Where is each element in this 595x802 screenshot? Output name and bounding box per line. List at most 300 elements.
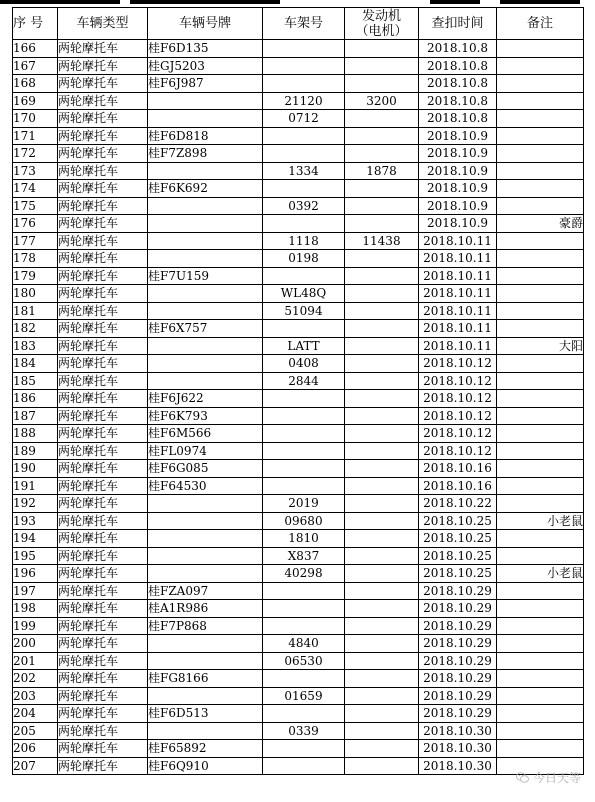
table-row [13, 110, 584, 128]
cell-remark: 小老鼠 [497, 565, 584, 583]
cell-frame: 1118 [263, 232, 345, 250]
cell-frame: 2019 [263, 495, 345, 513]
cell-remark [497, 600, 584, 618]
cell-seq: 174 [13, 180, 58, 198]
cell-frame: 51094 [263, 302, 345, 320]
cell-remark [497, 687, 584, 705]
cell-engine [345, 687, 419, 705]
cell-frame [263, 442, 345, 460]
cell-frame [263, 582, 345, 600]
cell-seq: 193 [13, 512, 58, 530]
cell-engine [345, 145, 419, 163]
cell-type: 两轮摩托车 [58, 250, 148, 268]
header-engine-line1: 发动机 [361, 8, 401, 24]
cell-type: 两轮摩托车 [58, 407, 148, 425]
cell-type: 两轮摩托车 [58, 512, 148, 530]
table-row [13, 75, 584, 93]
table-row [13, 407, 584, 425]
cell-type: 两轮摩托车 [58, 477, 148, 495]
cell-date: 2018.10.22 [419, 495, 497, 513]
cell-engine [345, 600, 419, 618]
cell-seq: 205 [13, 722, 58, 740]
cell-type: 两轮摩托车 [58, 337, 148, 355]
cell-frame [263, 617, 345, 635]
cell-type: 两轮摩托车 [58, 355, 148, 373]
cell-type: 两轮摩托车 [58, 670, 148, 688]
cell-remark [497, 670, 584, 688]
cell-engine [345, 547, 419, 565]
cell-remark [497, 110, 584, 128]
cell-date: 2018.10.11 [419, 337, 497, 355]
cell-date: 2018.10.11 [419, 267, 497, 285]
cell-seq: 187 [13, 407, 58, 425]
cell-type: 两轮摩托车 [58, 635, 148, 653]
cell-engine [345, 57, 419, 75]
cell-frame [263, 390, 345, 408]
cell-engine [345, 250, 419, 268]
cell-frame: WL48Q [263, 285, 345, 303]
cell-remark [497, 460, 584, 478]
cell-engine [345, 460, 419, 478]
cell-plate: 桂F6K793 [148, 407, 263, 425]
cell-engine: 3200 [345, 92, 419, 110]
table-header-row [13, 8, 584, 40]
cell-date: 2018.10.29 [419, 582, 497, 600]
cell-type: 两轮摩托车 [58, 495, 148, 513]
cell-frame [263, 670, 345, 688]
cell-frame: 0339 [263, 722, 345, 740]
table-row [13, 740, 584, 758]
cell-frame [263, 460, 345, 478]
table-row [13, 547, 584, 565]
header-seq: 序 号 [13, 8, 58, 40]
cell-date: 2018.10.11 [419, 250, 497, 268]
cell-type: 两轮摩托车 [58, 110, 148, 128]
wechat-icon [516, 772, 529, 783]
cell-engine [345, 582, 419, 600]
cell-frame [263, 145, 345, 163]
cell-date: 2018.10.12 [419, 390, 497, 408]
header-date: 查扣时间 [419, 8, 497, 40]
cell-type: 两轮摩托车 [58, 757, 148, 775]
cell-date: 2018.10.29 [419, 617, 497, 635]
table-row [13, 215, 584, 233]
cell-frame [263, 705, 345, 723]
cell-plate [148, 495, 263, 513]
table-row [13, 372, 584, 390]
cell-frame: 4840 [263, 635, 345, 653]
cell-remark [497, 127, 584, 145]
cell-engine [345, 40, 419, 58]
cell-frame: 40298 [263, 565, 345, 583]
watermark [516, 769, 581, 786]
cell-remark [497, 425, 584, 443]
cell-date: 2018.10.12 [419, 355, 497, 373]
cell-frame [263, 600, 345, 618]
cell-plate [148, 285, 263, 303]
cell-seq: 188 [13, 425, 58, 443]
cell-plate: 桂A1R986 [148, 600, 263, 618]
cell-date: 2018.10.16 [419, 477, 497, 495]
table-row [13, 302, 584, 320]
cell-frame: 1810 [263, 530, 345, 548]
cell-seq: 195 [13, 547, 58, 565]
cell-frame: 09680 [263, 512, 345, 530]
cell-remark [497, 390, 584, 408]
table-row [13, 460, 584, 478]
table-row [13, 600, 584, 618]
table-row [13, 40, 584, 58]
cell-frame [263, 320, 345, 338]
cell-seq: 192 [13, 495, 58, 513]
header-engine-line2: （电机） [355, 23, 408, 39]
cell-engine [345, 215, 419, 233]
cell-seq: 170 [13, 110, 58, 128]
cell-remark [497, 652, 584, 670]
cell-seq: 194 [13, 530, 58, 548]
cell-type: 两轮摩托车 [58, 320, 148, 338]
cell-remark [497, 477, 584, 495]
cell-plate [148, 512, 263, 530]
cell-engine [345, 110, 419, 128]
cell-frame [263, 215, 345, 233]
cell-engine [345, 670, 419, 688]
cell-seq: 182 [13, 320, 58, 338]
cell-seq: 175 [13, 197, 58, 215]
cell-frame: 21120 [263, 92, 345, 110]
cell-engine [345, 372, 419, 390]
cell-type: 两轮摩托车 [58, 617, 148, 635]
cell-engine [345, 197, 419, 215]
cell-type: 两轮摩托车 [58, 180, 148, 198]
cell-frame: 1334 [263, 162, 345, 180]
table-row [13, 162, 584, 180]
cell-engine [345, 285, 419, 303]
cell-date: 2018.10.25 [419, 530, 497, 548]
cell-date: 2018.10.29 [419, 600, 497, 618]
cell-seq: 207 [13, 757, 58, 775]
cell-seq: 199 [13, 617, 58, 635]
table-row [13, 635, 584, 653]
cell-date: 2018.10.25 [419, 565, 497, 583]
cell-type: 两轮摩托车 [58, 197, 148, 215]
cell-remark [497, 232, 584, 250]
cell-remark [497, 495, 584, 513]
cell-plate: 桂F6D818 [148, 127, 263, 145]
cell-type: 两轮摩托车 [58, 75, 148, 93]
cell-remark [497, 407, 584, 425]
cell-plate [148, 722, 263, 740]
cell-type: 两轮摩托车 [58, 530, 148, 548]
table-row [13, 355, 584, 373]
cell-seq: 200 [13, 635, 58, 653]
cell-remark [497, 442, 584, 460]
cell-date: 2018.10.11 [419, 320, 497, 338]
cell-seq: 206 [13, 740, 58, 758]
cell-date: 2018.10.29 [419, 705, 497, 723]
cell-date: 2018.10.9 [419, 180, 497, 198]
cell-date: 2018.10.8 [419, 75, 497, 93]
cell-type: 两轮摩托车 [58, 232, 148, 250]
cell-seq: 178 [13, 250, 58, 268]
cell-plate: 桂F7P868 [148, 617, 263, 635]
cell-remark [497, 40, 584, 58]
cell-type: 两轮摩托车 [58, 547, 148, 565]
cell-plate: 桂F6X757 [148, 320, 263, 338]
cell-seq: 183 [13, 337, 58, 355]
cell-date: 2018.10.9 [419, 162, 497, 180]
cell-seq: 177 [13, 232, 58, 250]
cell-engine [345, 477, 419, 495]
cell-remark [497, 355, 584, 373]
cell-date: 2018.10.16 [419, 460, 497, 478]
cell-engine [345, 495, 419, 513]
cell-plate [148, 687, 263, 705]
table-row [13, 425, 584, 443]
table-row [13, 285, 584, 303]
cell-engine [345, 565, 419, 583]
cell-remark [497, 582, 584, 600]
cell-engine [345, 127, 419, 145]
cell-plate: 桂GJ5203 [148, 57, 263, 75]
cell-frame [263, 407, 345, 425]
cell-plate [148, 547, 263, 565]
cell-remark [497, 197, 584, 215]
cell-seq: 176 [13, 215, 58, 233]
header-plate: 车辆号牌 [148, 8, 263, 40]
cell-date: 2018.10.30 [419, 740, 497, 758]
cell-remark [497, 92, 584, 110]
cell-plate: 桂F7Z898 [148, 145, 263, 163]
cell-type: 两轮摩托车 [58, 215, 148, 233]
cell-engine [345, 652, 419, 670]
cell-engine [345, 407, 419, 425]
cell-frame [263, 57, 345, 75]
table-row [13, 267, 584, 285]
cell-seq: 172 [13, 145, 58, 163]
header-remark: 备注 [497, 8, 584, 40]
cell-date: 2018.10.12 [419, 407, 497, 425]
cell-type: 两轮摩托车 [58, 740, 148, 758]
cell-date: 2018.10.9 [419, 145, 497, 163]
table-row [13, 495, 584, 513]
cell-type: 两轮摩托车 [58, 57, 148, 75]
cell-frame [263, 740, 345, 758]
cell-plate: 桂F6K692 [148, 180, 263, 198]
cell-plate: 桂F64530 [148, 477, 263, 495]
watermark-text: 今日天等 [532, 771, 581, 785]
table-row [13, 722, 584, 740]
cell-engine [345, 635, 419, 653]
cell-date: 2018.10.9 [419, 215, 497, 233]
cell-type: 两轮摩托车 [58, 127, 148, 145]
cell-engine [345, 442, 419, 460]
table-row [13, 232, 584, 250]
cell-seq: 181 [13, 302, 58, 320]
table-row [13, 197, 584, 215]
cell-seq: 166 [13, 40, 58, 58]
cell-plate: 桂F6D513 [148, 705, 263, 723]
table-row [13, 705, 584, 723]
cell-remark [497, 722, 584, 740]
cell-frame [263, 267, 345, 285]
cell-plate: 桂F6M566 [148, 425, 263, 443]
cell-remark [497, 740, 584, 758]
cell-plate [148, 302, 263, 320]
cell-type: 两轮摩托车 [58, 285, 148, 303]
header-engine [345, 8, 419, 40]
cell-engine [345, 180, 419, 198]
table-row [13, 442, 584, 460]
cell-seq: 186 [13, 390, 58, 408]
cell-date: 2018.10.25 [419, 512, 497, 530]
cell-engine [345, 390, 419, 408]
cell-plate [148, 337, 263, 355]
cell-seq: 189 [13, 442, 58, 460]
cell-type: 两轮摩托车 [58, 302, 148, 320]
cell-plate [148, 652, 263, 670]
cell-plate: 桂FG8166 [148, 670, 263, 688]
cell-date: 2018.10.11 [419, 285, 497, 303]
cell-remark: 小老鼠 [497, 512, 584, 530]
cell-seq: 171 [13, 127, 58, 145]
cell-type: 两轮摩托车 [58, 460, 148, 478]
cell-frame [263, 75, 345, 93]
table-row [13, 320, 584, 338]
cell-plate [148, 232, 263, 250]
cell-type: 两轮摩托车 [58, 600, 148, 618]
cell-seq: 190 [13, 460, 58, 478]
cropped-title-strip [0, 0, 595, 7]
cell-engine: 11438 [345, 232, 419, 250]
table-row [13, 92, 584, 110]
table-row [13, 57, 584, 75]
cell-date: 2018.10.9 [419, 197, 497, 215]
cell-plate [148, 530, 263, 548]
cell-type: 两轮摩托车 [58, 425, 148, 443]
cell-frame: LATT [263, 337, 345, 355]
cell-date: 2018.10.8 [419, 92, 497, 110]
cell-date: 2018.10.12 [419, 372, 497, 390]
cell-seq: 169 [13, 92, 58, 110]
cell-engine [345, 425, 419, 443]
cell-seq: 198 [13, 600, 58, 618]
cell-type: 两轮摩托车 [58, 582, 148, 600]
table-row [13, 477, 584, 495]
cell-seq: 196 [13, 565, 58, 583]
header-frame: 车架号 [263, 8, 345, 40]
cell-plate [148, 250, 263, 268]
cell-seq: 203 [13, 687, 58, 705]
cell-seq: 173 [13, 162, 58, 180]
cell-frame: 06530 [263, 652, 345, 670]
cell-engine [345, 512, 419, 530]
cell-remark [497, 705, 584, 723]
cell-date: 2018.10.30 [419, 757, 497, 775]
table-row [13, 337, 584, 355]
table-row [13, 530, 584, 548]
cell-frame: X837 [263, 547, 345, 565]
cell-type: 两轮摩托车 [58, 705, 148, 723]
table-row [13, 250, 584, 268]
cell-type: 两轮摩托车 [58, 390, 148, 408]
cell-engine [345, 740, 419, 758]
cell-remark [497, 145, 584, 163]
cell-plate [148, 162, 263, 180]
table-row [13, 145, 584, 163]
cell-remark [497, 302, 584, 320]
table-row [13, 127, 584, 145]
cell-seq: 179 [13, 267, 58, 285]
cell-plate [148, 110, 263, 128]
cell-frame: 0392 [263, 197, 345, 215]
cell-type: 两轮摩托车 [58, 145, 148, 163]
table-body [13, 40, 584, 775]
cell-frame [263, 40, 345, 58]
cell-date: 2018.10.8 [419, 40, 497, 58]
table-row [13, 670, 584, 688]
cell-frame [263, 180, 345, 198]
table-row [13, 652, 584, 670]
cell-date: 2018.10.11 [419, 302, 497, 320]
cell-frame [263, 757, 345, 775]
cell-remark: 豪爵 [497, 215, 584, 233]
cell-engine [345, 302, 419, 320]
cell-plate [148, 372, 263, 390]
cell-plate: 桂F6G085 [148, 460, 263, 478]
cell-engine [345, 267, 419, 285]
cell-engine [345, 320, 419, 338]
cell-type: 两轮摩托车 [58, 92, 148, 110]
cell-date: 2018.10.29 [419, 670, 497, 688]
cell-engine [345, 337, 419, 355]
header-type: 车辆类型 [58, 8, 148, 40]
cell-seq: 167 [13, 57, 58, 75]
cell-remark [497, 180, 584, 198]
cell-engine [345, 617, 419, 635]
cell-frame: 0712 [263, 110, 345, 128]
cell-plate [148, 92, 263, 110]
cell-date: 2018.10.30 [419, 722, 497, 740]
cell-seq: 191 [13, 477, 58, 495]
cell-type: 两轮摩托车 [58, 442, 148, 460]
cell-type: 两轮摩托车 [58, 372, 148, 390]
cell-type: 两轮摩托车 [58, 687, 148, 705]
cell-type: 两轮摩托车 [58, 40, 148, 58]
cell-seq: 201 [13, 652, 58, 670]
cell-type: 两轮摩托车 [58, 267, 148, 285]
cell-seq: 185 [13, 372, 58, 390]
cell-plate: 桂F6J987 [148, 75, 263, 93]
cell-remark [497, 285, 584, 303]
cell-plate: 桂F6Q910 [148, 757, 263, 775]
cell-seq: 204 [13, 705, 58, 723]
cell-date: 2018.10.12 [419, 425, 497, 443]
cell-date: 2018.10.29 [419, 687, 497, 705]
cell-frame: 0198 [263, 250, 345, 268]
cell-plate [148, 635, 263, 653]
cell-remark: 大阳 [497, 337, 584, 355]
cell-remark [497, 372, 584, 390]
cell-remark [497, 57, 584, 75]
cell-type: 两轮摩托车 [58, 162, 148, 180]
cell-engine [345, 530, 419, 548]
cell-engine [345, 722, 419, 740]
cell-frame: 2844 [263, 372, 345, 390]
cell-seq: 184 [13, 355, 58, 373]
cell-remark [497, 635, 584, 653]
cell-remark [497, 250, 584, 268]
